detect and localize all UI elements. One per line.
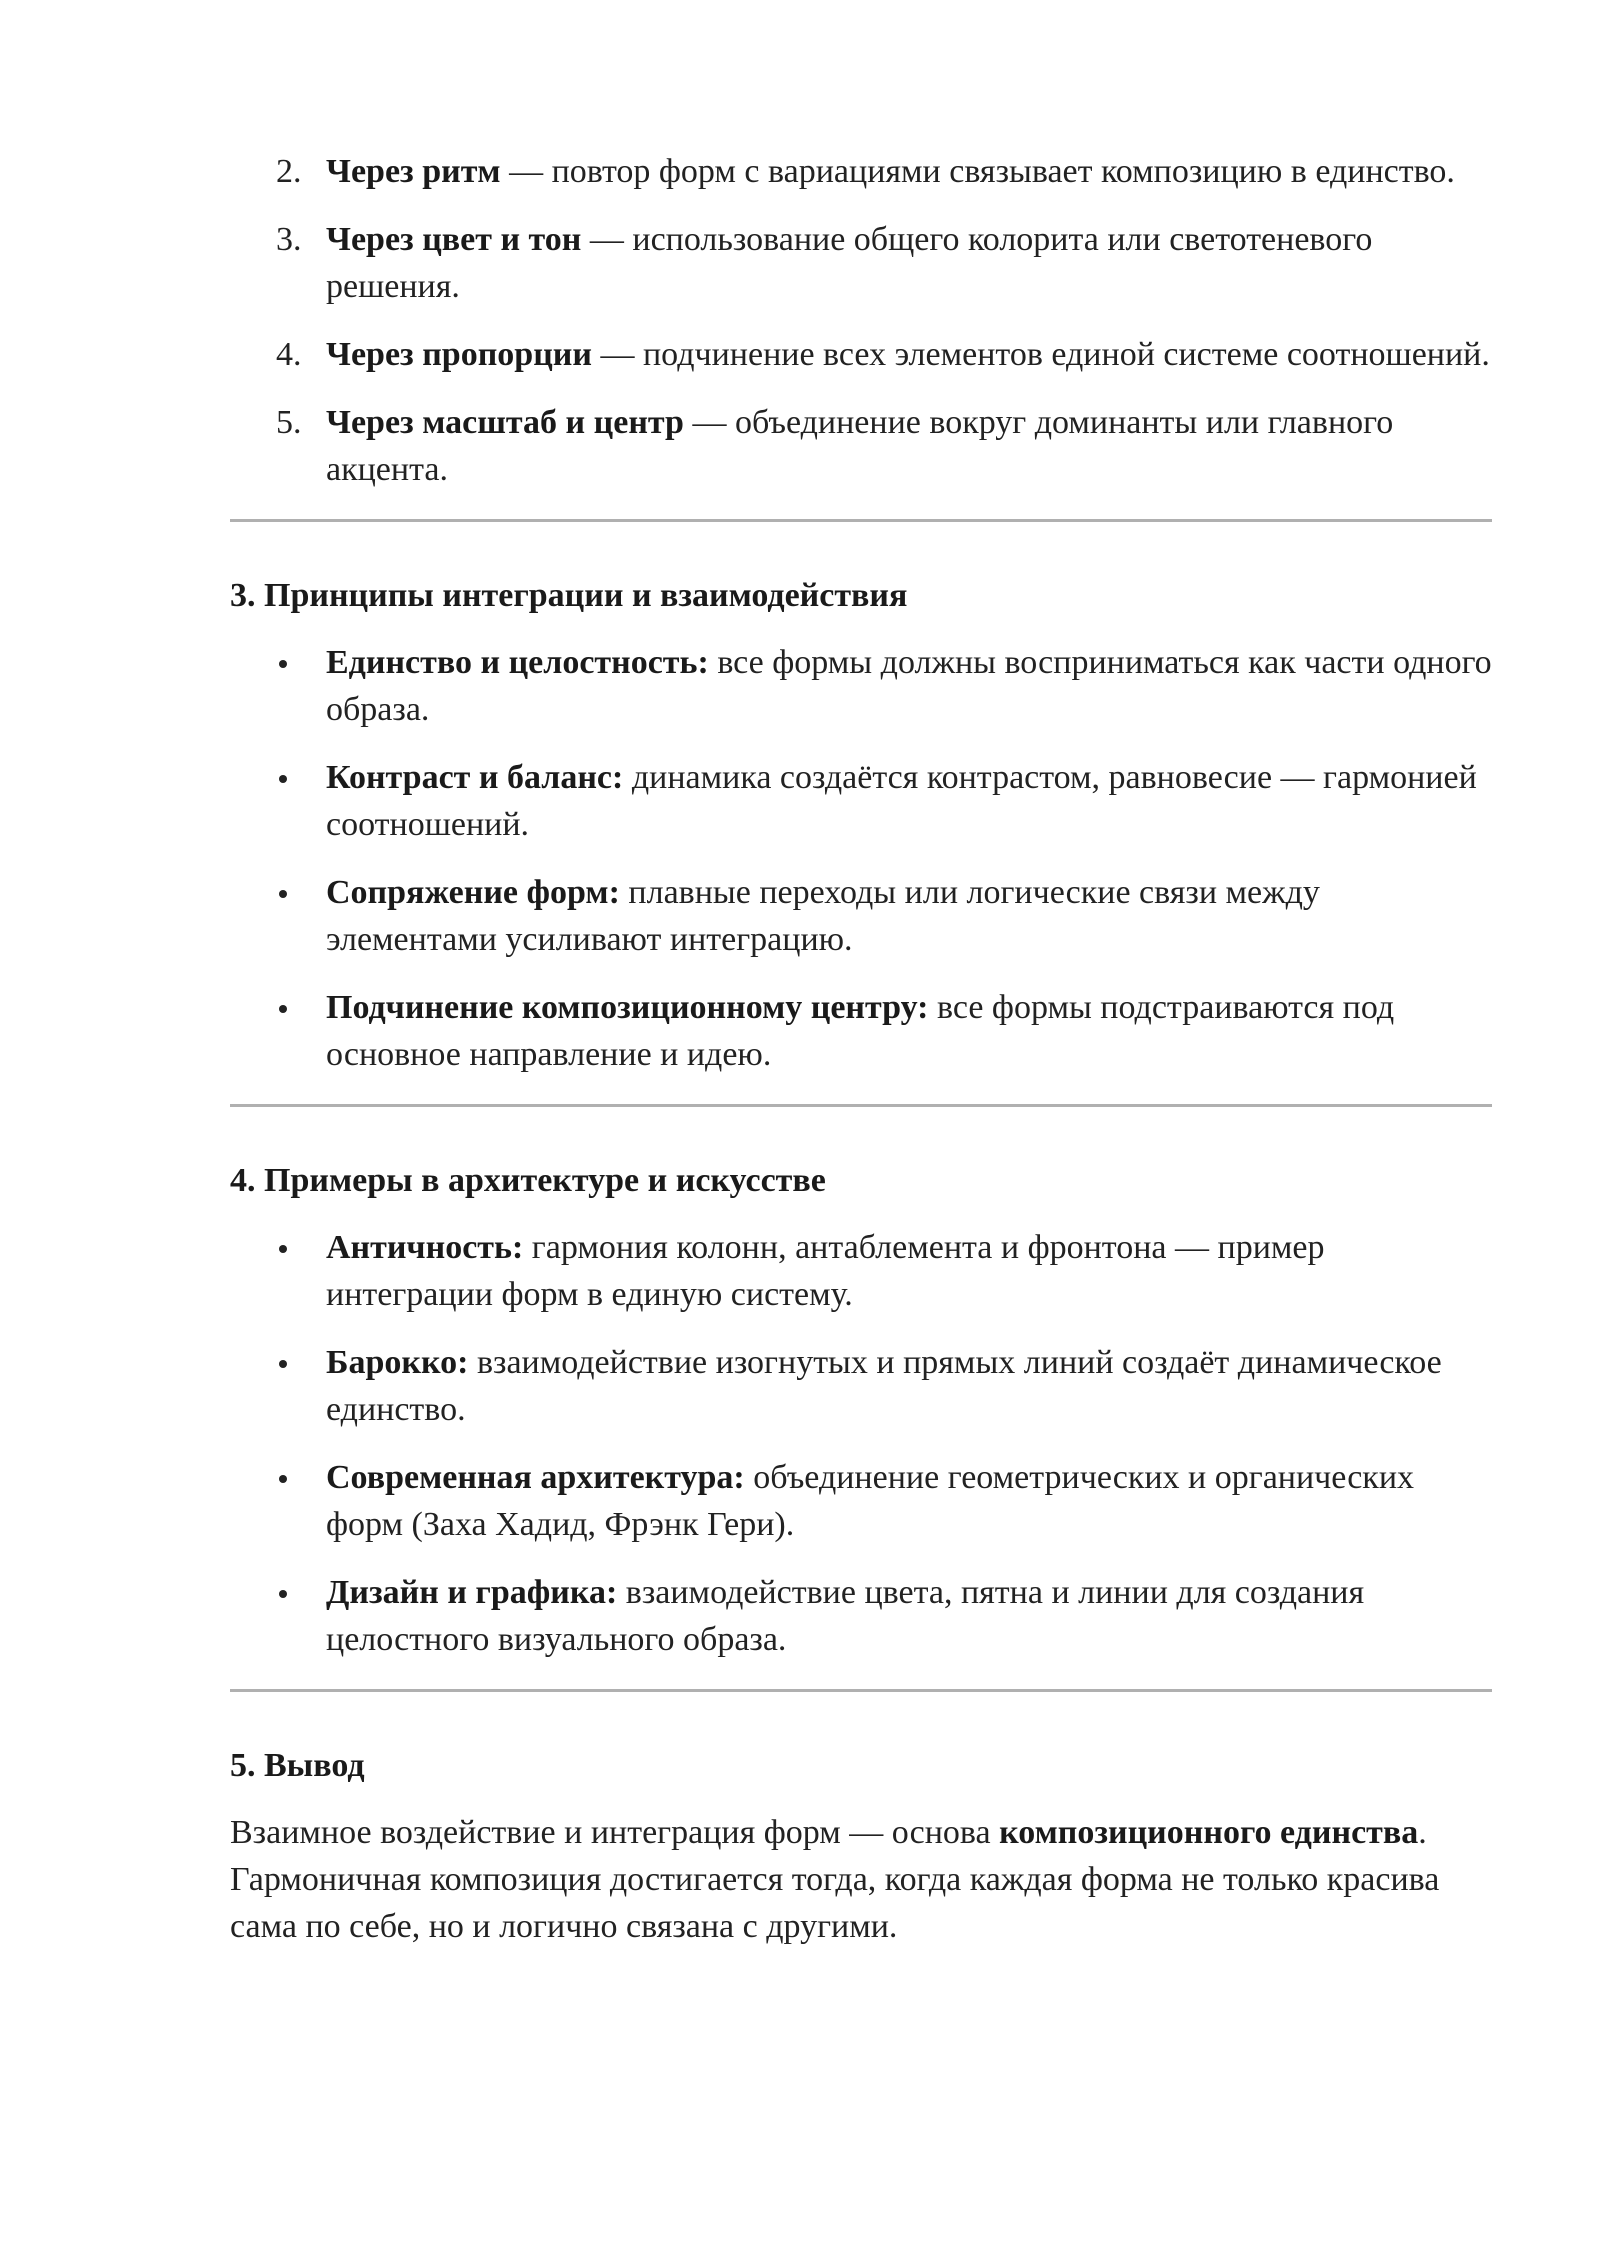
list-item — [230, 399, 1492, 493]
list-number: 3. — [276, 221, 302, 258]
list-number: 4. — [276, 336, 302, 373]
bullet-icon — [279, 1245, 287, 1253]
list-item-text: гармония колонн, антаблемента и фронтона — пример интеграции форм в единую систему. — [326, 1229, 1325, 1313]
section-divider — [230, 1104, 1492, 1107]
section-heading: 3. Принципы интеграции и взаимодействия — [230, 577, 908, 614]
list-item-text: взаимодействие цвета, пятна и линии для создания целостного визуального образа. — [326, 1574, 1365, 1658]
list-item-text: динамика создаётся контрастом, равновесие — гармонией соотношений. — [326, 759, 1477, 843]
list-item-text: — повтор форм с вариациями связывает композицию в единство. — [500, 153, 1455, 190]
list-item-text: плавные переходы или логические связи между элементами усиливают интеграцию. — [326, 874, 1320, 958]
section-heading: 5. Вывод — [230, 1747, 365, 1784]
list-item-text: все формы подстраиваются под основное направление и идею. — [326, 989, 1395, 1073]
bullet-icon — [279, 1360, 287, 1368]
list-item — [230, 1339, 1492, 1433]
list-item — [230, 1224, 1492, 1318]
list-item-term: Сопряжение форм: — [326, 874, 620, 911]
section-heading: 4. Примеры в архитектуре и искусстве — [230, 1162, 826, 1199]
examples-list — [230, 1224, 1492, 1663]
bullet-icon — [279, 1005, 287, 1013]
list-item — [230, 1454, 1492, 1548]
document-content — [230, 148, 1492, 1950]
conclusion-emphasis: композиционного единства — [999, 1814, 1419, 1851]
list-item-text: взаимодействие изогнутых и прямых линий создаёт динамическое единство. — [326, 1344, 1442, 1428]
bullet-icon — [279, 890, 287, 898]
list-item-term: Через ритм — [326, 153, 501, 190]
list-item — [230, 148, 1492, 195]
list-item — [230, 754, 1492, 848]
bullet-icon — [279, 775, 287, 783]
list-item-text: — использование общего колорита или светотеневого решения. — [326, 221, 1373, 305]
list-item — [230, 216, 1492, 310]
list-item-term: Через цвет и тон — [326, 221, 582, 258]
list-number: 2. — [276, 153, 302, 190]
section-divider — [230, 1689, 1492, 1692]
methods-list — [230, 148, 1492, 493]
list-item — [230, 869, 1492, 963]
list-item-text: объединение геометрических и органических форм (Заха Хадид, Фрэнк Гери). — [326, 1459, 1415, 1543]
list-item-text: — объединение вокруг доминанты или главного акцента. — [326, 404, 1394, 488]
list-item-text: все формы должны восприниматься как части одного образа. — [326, 644, 1492, 728]
list-item-term: Подчинение композиционному центру: — [326, 989, 929, 1026]
list-item-term: Современная архитектура: — [326, 1459, 745, 1496]
list-item — [230, 639, 1492, 733]
section-divider — [230, 519, 1492, 522]
list-item-term: Через пропорции — [326, 336, 592, 373]
bullet-icon — [279, 660, 287, 668]
list-item-text: — подчинение всех элементов единой системе соотношений. — [591, 336, 1490, 373]
list-item-term: Единство и целостность: — [326, 644, 709, 681]
list-item — [230, 1569, 1492, 1663]
conclusion-period: . — [1418, 1814, 1427, 1851]
conclusion-summary: Гармоничная композиция достигается тогда, когда каждая форма не только красива сама по себе, но и логично связана с другими. — [230, 1861, 1440, 1945]
principles-list — [230, 639, 1492, 1078]
bullet-icon — [279, 1590, 287, 1598]
list-item-term: Контраст и баланс: — [326, 759, 624, 796]
list-item-term: Античность: — [326, 1229, 524, 1266]
list-item-term: Через масштаб и центр — [326, 404, 684, 441]
list-item — [230, 331, 1492, 378]
conclusion-paragraph — [230, 1809, 1492, 1950]
list-item-term: Дизайн и графика: — [326, 1574, 618, 1611]
list-item-term: Барокко: — [326, 1344, 469, 1381]
list-number: 5. — [276, 404, 302, 441]
bullet-icon — [279, 1475, 287, 1483]
conclusion-text: Взаимное воздействие и интеграция форм — основа — [230, 1814, 1000, 1851]
list-item — [230, 984, 1492, 1078]
